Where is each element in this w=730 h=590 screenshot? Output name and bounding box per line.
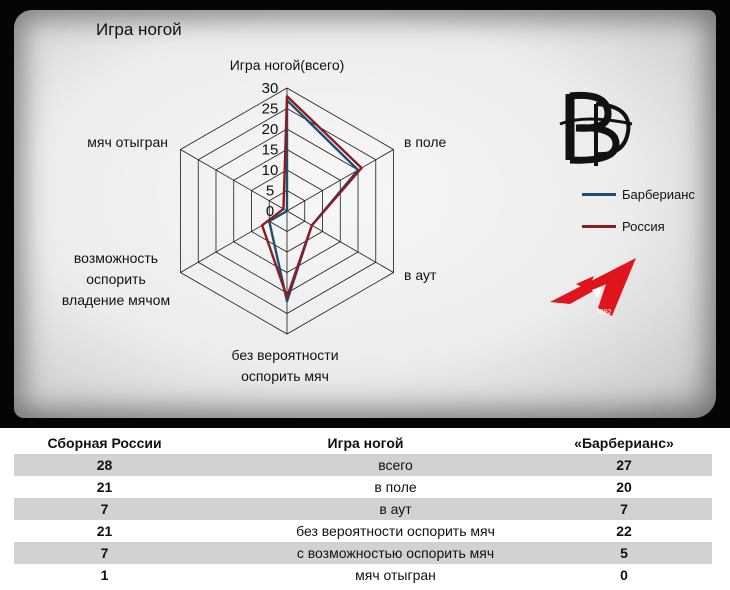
cell-barbarians: 20	[616, 479, 632, 495]
axis-label: в аут	[404, 267, 437, 283]
cell-russia: 21	[96, 523, 113, 539]
chart-title: Игра ногой	[96, 20, 182, 39]
table-row	[14, 542, 712, 564]
cell-barbarians: 22	[616, 523, 632, 539]
legend-item	[582, 184, 695, 204]
barbarians-logo	[556, 84, 634, 168]
tick-label: 10	[261, 162, 279, 179]
cell-barbarians: 7	[536, 498, 712, 520]
cell-russia: 7	[14, 542, 195, 564]
axis-label: в поле	[404, 134, 447, 150]
cell-barbarians: 5	[536, 542, 712, 564]
cell-russia: 7	[14, 498, 195, 520]
cell-category: в аут	[195, 498, 536, 520]
tick-label: 25	[261, 100, 279, 118]
legend-item	[582, 216, 695, 236]
table-row	[14, 498, 712, 520]
table-row	[14, 476, 712, 498]
radar-axis-labels	[62, 57, 447, 384]
table-row	[14, 520, 712, 542]
header-russia: Сборная России	[47, 435, 162, 451]
cell-category: всего	[195, 454, 536, 476]
cell-category: с возможностью оспорить мяч	[195, 542, 536, 564]
axis-label: Игра ногой(всего)	[229, 57, 345, 73]
cell-category: без вероятности оспорить мяч	[296, 523, 495, 539]
axis-label: возможность	[73, 250, 159, 266]
table-header-row	[14, 432, 712, 454]
cell-category: мяч отыгран	[355, 567, 436, 583]
legend-swatch-barbarians	[582, 193, 616, 196]
rugby-russia-logo	[548, 254, 642, 322]
header-category: Игра ногой	[327, 435, 404, 451]
legend-swatch-russia	[582, 225, 616, 228]
tick-label: 20	[261, 121, 279, 138]
cell-barbarians: 0	[620, 567, 628, 583]
header-barbarians: «Барберианс»	[574, 435, 674, 451]
legend-label-barbarians: Барберианс	[622, 186, 695, 202]
table-row	[14, 564, 712, 586]
axis-label: без вероятности	[231, 347, 339, 363]
kicking-stats-table	[14, 432, 712, 586]
tick-label: 15	[261, 141, 279, 159]
axis-label: оспорить мяч	[241, 368, 329, 384]
cell-russia: 28	[14, 454, 195, 476]
tick-label: 30	[261, 80, 279, 97]
cell-russia: 1	[100, 567, 109, 583]
axis-label: оспорить	[86, 271, 146, 287]
table-row	[14, 454, 712, 476]
axis-label: мяч отыгран	[87, 134, 168, 150]
cell-barbarians: 27	[536, 454, 712, 476]
radar-tick-labels	[262, 80, 279, 220]
tick-label: 5	[265, 182, 275, 200]
logo-year: 1892	[596, 309, 612, 316]
axis-label: владение мячом	[61, 292, 171, 308]
cell-category: в поле	[374, 479, 417, 495]
chart-legend	[582, 184, 695, 248]
tick-label: 0	[265, 203, 275, 220]
legend-label-russia: Россия	[622, 218, 665, 234]
cell-russia: 21	[96, 479, 113, 495]
